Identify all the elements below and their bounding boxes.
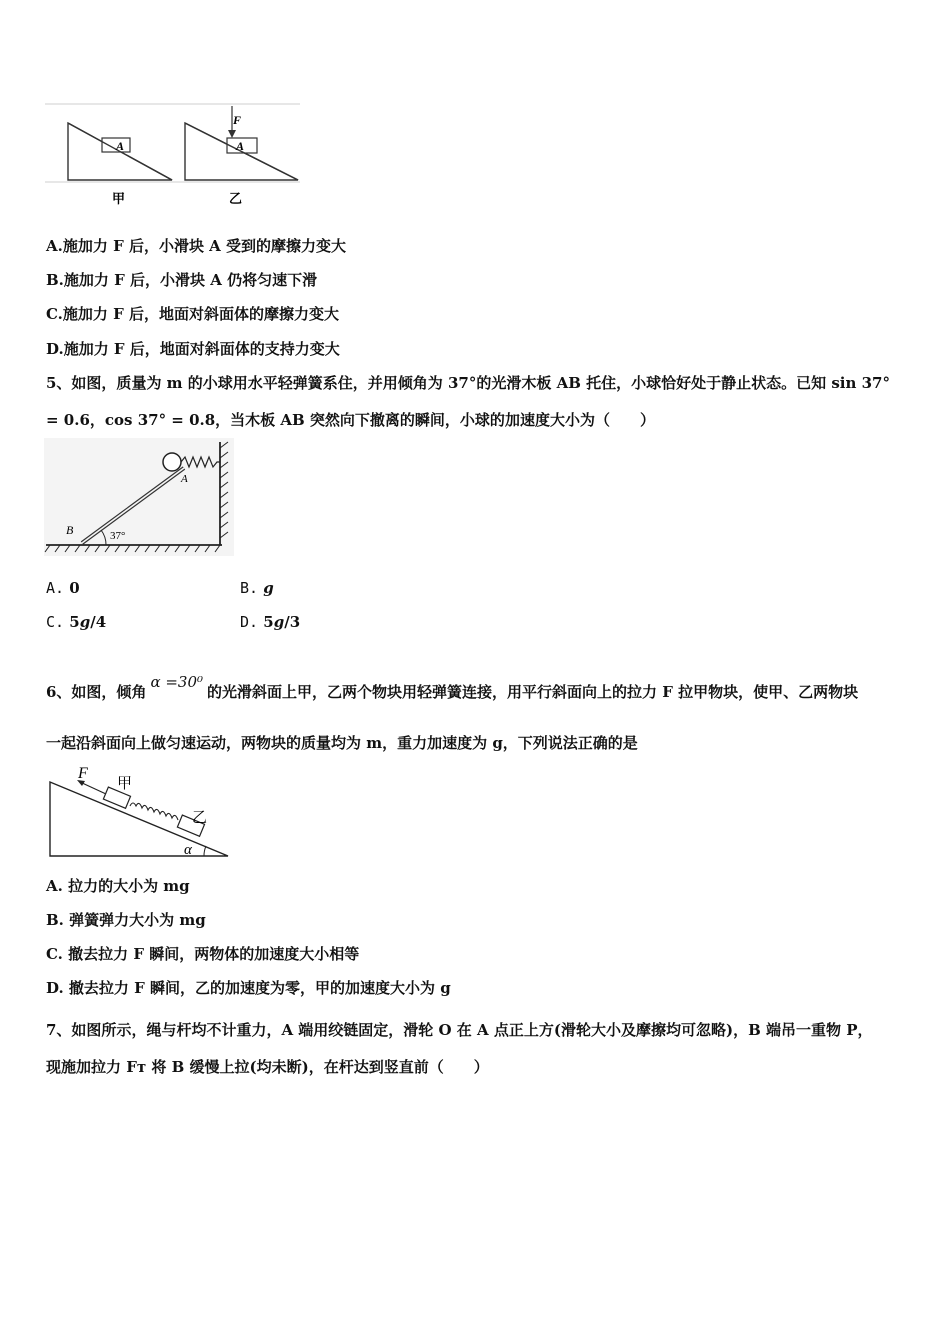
q6-stem-line2: 一起沿斜面向上做匀速运动，两物块的质量均为 m，重力加速度为 g，下列说法正确的是 (46, 734, 638, 752)
q6-figure (44, 762, 234, 862)
q7-stem-line2: 现施加拉力 Fᴛ 将 B 缓慢上拉(均未断)，在杆达到竖直前（ ） (46, 1058, 489, 1076)
q6-option-d: D. 撤去拉力 F 瞬间，乙的加速度为零，甲的加速度大小为 g (46, 979, 451, 997)
q5-option-c: C. 5g/4 (46, 613, 107, 631)
q6-fig-label-alpha: α (184, 842, 192, 858)
q4-option-c: C.施加力 F 后，地面对斜面体的摩擦力变大 (46, 305, 339, 323)
q4-fig-label-f: F (233, 113, 242, 127)
q5-fig-label-a: A (181, 473, 188, 485)
q4-figure (40, 100, 305, 210)
q4-fig-caption-left: 甲 (112, 191, 126, 206)
q5-figure (44, 438, 234, 556)
q6-angle-formula: α =30⁰ (150, 673, 204, 691)
q7-stem-line1: 7、如图所示，绳与杆均不计重力，A 端用绞链固定，滑轮 O 在 A 点正上方(滑轮大小及摩擦均可忽略)，B 端吊一重物 P， (46, 1021, 873, 1039)
q6-option-b: B. 弹簧弹力大小为 mg (46, 911, 206, 929)
q6-fig-label-yi: 乙 (192, 810, 208, 826)
q5-option-a: A. 0 (46, 579, 80, 597)
q5-fig-label-b: B (66, 523, 74, 537)
q4-fig-label-a-left: A (116, 139, 125, 153)
q6-option-c: C. 撤去拉力 F 瞬间，两物体的加速度大小相等 (46, 945, 360, 963)
q6-stem-pre: 6、如图，倾角 (46, 683, 147, 701)
q4-option-a: A.施加力 F 后，小滑块 A 受到的摩擦力变大 (46, 237, 347, 255)
q5-stem-line1: 5、如图，质量为 m 的小球用水平轻弹簧系住，并用倾角为 37°的光滑木板 AB 托住，小球恰好处于静止状态。已知 sin 37° (46, 374, 890, 392)
q4-option-b: B.施加力 F 后，小滑块 A 仍将匀速下滑 (46, 271, 318, 289)
q6-option-a: A. 拉力的大小为 mg (46, 877, 190, 895)
q6-stem-line1 (46, 673, 859, 702)
q6-fig-label-f: F (78, 765, 88, 782)
q5-fig-angle: 37° (110, 530, 126, 542)
q4-option-d: D.施加力 F 后，地面对斜面体的支持力变大 (46, 340, 340, 358)
q5-option-b: B. g (240, 579, 274, 597)
q6-fig-label-jia: 甲 (117, 776, 133, 792)
q4-fig-caption-right: 乙 (229, 191, 243, 206)
q5-option-d: D. 5g/3 (240, 613, 301, 631)
q5-stem-line2: = 0.6，cos 37° = 0.8，当木板 AB 突然向下撤离的瞬间，小球的加速度大小为（ ） (46, 411, 655, 429)
q4-fig-label-a-right: A (236, 139, 245, 153)
q6-stem-post: 的光滑斜面上甲，乙两个物块用轻弹簧连接，用平行斜面向上的拉力 F 拉甲物块，使甲、乙两物块 (207, 683, 859, 701)
